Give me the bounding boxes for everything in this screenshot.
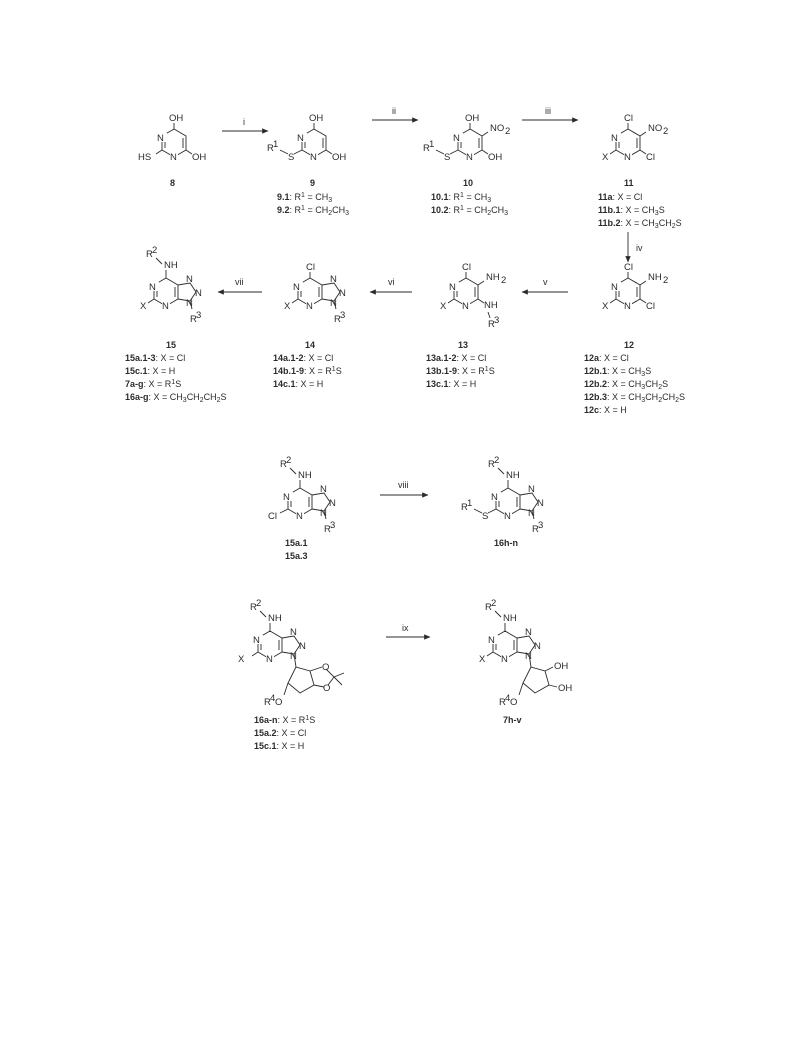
bond <box>261 640 279 650</box>
bond <box>499 497 517 507</box>
scheme-text: S <box>335 366 342 376</box>
scheme-text: : X = CH <box>148 392 183 402</box>
scheme-text: OH <box>488 152 503 163</box>
scheme-text: N <box>453 133 460 144</box>
scheme-text: N <box>466 152 473 163</box>
scheme-text: N <box>624 301 631 312</box>
scheme-text: 2 <box>501 275 507 286</box>
scheme-text: vi <box>388 277 395 287</box>
scheme-text: R <box>264 697 271 708</box>
scheme-text: CH <box>645 379 659 389</box>
bond <box>457 287 475 297</box>
scheme-text: NH <box>506 470 520 481</box>
scheme-text: N <box>488 635 495 646</box>
scheme-text: : X = H <box>599 405 627 415</box>
scheme-text: Cl <box>624 113 633 124</box>
scheme-text: 3 <box>340 310 346 321</box>
scheme-text: 14b.1-9 <box>273 366 305 376</box>
scheme-text: N <box>528 484 535 495</box>
scheme-text: : X = Cl <box>612 192 643 202</box>
bond <box>157 287 175 297</box>
scheme-text: 15a.1-3 <box>125 353 156 363</box>
scheme-text: R <box>334 314 341 325</box>
scheme-text: R <box>250 602 257 613</box>
scheme-text: N <box>462 301 469 312</box>
scheme-text: N <box>491 492 498 503</box>
scheme-text: 1 <box>171 379 176 386</box>
atom-oh: OH <box>169 113 184 124</box>
scheme-text: S <box>444 152 451 163</box>
scheme-text: R <box>267 143 274 154</box>
scheme-text: O <box>510 697 518 708</box>
scheme-text: 3 <box>641 371 646 378</box>
scheme-text: 1 <box>460 205 464 212</box>
scheme-text: NH <box>648 272 662 283</box>
scheme-text: S <box>645 366 652 376</box>
scheme-text: 3 <box>504 210 509 217</box>
scheme-text: 4 <box>505 693 511 704</box>
scheme-text: : R <box>289 205 302 215</box>
scheme-text: N <box>611 133 618 144</box>
scheme-text: 1 <box>484 366 489 373</box>
scheme-text: 2 <box>658 397 663 404</box>
scheme-text: 3 <box>182 397 187 404</box>
scheme-text: 1 <box>467 498 473 509</box>
scheme-text: 13 <box>458 340 469 350</box>
compound-label-line <box>277 192 332 204</box>
scheme-text: 1 <box>301 205 305 212</box>
svg-text:14a.1-2: X = Cl <box>273 353 333 363</box>
scheme-text: N <box>186 274 193 285</box>
scheme-text: vii <box>235 277 244 287</box>
scheme-text: 15c.1 <box>254 741 277 751</box>
scheme-text: 2 <box>199 397 204 404</box>
scheme-text: : X = CH <box>607 379 642 389</box>
scheme-text: N <box>624 152 631 163</box>
scheme-text: 3 <box>641 397 646 404</box>
scheme-text: X <box>602 152 609 163</box>
scheme-text: 7h-v <box>503 715 522 725</box>
scheme-text: = CH <box>304 205 329 215</box>
bond <box>305 138 323 148</box>
scheme-text: : X = H <box>448 379 477 389</box>
svg-text:10.2: R1 = CH2CH3 <box>431 205 508 217</box>
scheme-text: 12b.1 <box>584 366 608 376</box>
scheme-text: : X = Cl <box>276 728 307 738</box>
scheme-text: 12a <box>584 353 600 363</box>
scheme-text: OH <box>554 661 569 672</box>
scheme-text: N <box>296 511 303 522</box>
scheme-text: N <box>186 298 193 309</box>
scheme-text: 11 <box>624 178 634 188</box>
step-label: i <box>243 117 245 127</box>
scheme-text: 1 <box>331 366 336 373</box>
scheme-text: 12c <box>584 405 600 415</box>
scheme-text: CH <box>491 205 505 215</box>
svg-text:11a: X = Cl <box>598 192 642 202</box>
scheme-text: 3 <box>487 197 492 204</box>
scheme-text: N <box>253 635 260 646</box>
scheme-text: 3 <box>328 197 333 204</box>
scheme-text: N <box>266 654 273 665</box>
scheme-text: 2 <box>491 598 497 609</box>
scheme-text: 3 <box>538 520 544 531</box>
scheme-text: 16a-g <box>125 392 149 402</box>
scheme-text: : X = CH <box>620 218 655 228</box>
structure-13 <box>440 262 506 330</box>
scheme-text: : X = R <box>304 366 332 376</box>
svg-text:12b.2: X = CH3CH2S <box>584 379 668 391</box>
scheme-text: : X = H <box>295 379 324 389</box>
scheme-text: N <box>306 301 313 312</box>
svg-text:7a-g: X = R1S <box>125 379 181 389</box>
scheme-text: 2 <box>494 455 500 466</box>
scheme-text: O <box>322 662 330 673</box>
scheme-text: 2 <box>658 384 663 391</box>
structure-11 <box>602 113 668 163</box>
scheme-text: S <box>220 392 227 402</box>
bond <box>619 138 637 148</box>
scheme-text: NO <box>648 123 663 134</box>
scheme-text: R <box>423 143 430 154</box>
scheme-text: R <box>485 602 492 613</box>
scheme-text: N <box>330 298 337 309</box>
structure-10 <box>423 113 510 163</box>
scheme-text: 10.1 <box>431 192 449 202</box>
scheme-text: NH <box>484 300 498 311</box>
scheme-text: N <box>329 498 336 509</box>
scheme-text: : X = Cl <box>599 353 629 363</box>
scheme-text: 14 <box>305 340 316 350</box>
scheme-text: 3 <box>345 210 350 217</box>
svg-text:11b.1: X = CH3S <box>598 205 665 217</box>
scheme-text: 3 <box>330 520 336 531</box>
bond <box>165 138 183 148</box>
scheme-text: iii <box>545 106 551 116</box>
scheme-text: S <box>662 379 669 389</box>
svg-text:15c.1: X = H <box>254 741 304 751</box>
atom-sh: HS <box>138 152 152 163</box>
scheme-text: N <box>449 282 456 293</box>
scheme-text: X <box>479 654 486 665</box>
scheme-text: N <box>504 511 511 522</box>
scheme-text: v <box>543 277 548 287</box>
scheme-text: N <box>320 508 327 519</box>
scheme-text: : X = Cl <box>155 353 186 363</box>
scheme-text: Cl <box>306 262 315 273</box>
scheme-text: 2 <box>671 223 676 230</box>
scheme-text: CH <box>662 392 676 402</box>
scheme-text: : X = Cl <box>303 353 334 363</box>
svg-text:13c.1: X = H <box>426 379 476 389</box>
scheme-text: : X = R <box>457 366 485 376</box>
scheme-text: N <box>528 508 535 519</box>
scheme-text: NH <box>164 260 178 271</box>
scheme-text: R <box>461 502 468 513</box>
structure-12 <box>602 262 668 312</box>
scheme-text: N <box>290 651 297 662</box>
svg-text:13b.1-9: X = R1S <box>426 366 495 376</box>
scheme-text: = CH <box>463 192 488 202</box>
svg-text:15a.2: X = Cl <box>254 728 306 738</box>
scheme-text: R <box>499 697 506 708</box>
scheme-text: N <box>339 288 346 299</box>
scheme-text: : X = H <box>276 741 305 751</box>
scheme-text: 15 <box>166 340 177 350</box>
structure-15a <box>268 455 336 535</box>
scheme-text: N <box>537 498 544 509</box>
structure-8 <box>138 113 206 163</box>
scheme-text: 3 <box>654 210 659 217</box>
scheme-text: X <box>440 301 447 312</box>
scheme-text: 3 <box>641 384 646 391</box>
scheme-text: 10 <box>463 178 474 188</box>
scheme-text: N <box>320 484 327 495</box>
scheme-text: 13c.1 <box>426 379 449 389</box>
scheme-text: 15a.2 <box>254 728 277 738</box>
scheme-text: ii <box>392 106 396 116</box>
scheme-text: R <box>488 459 495 470</box>
scheme-text: 3 <box>494 315 500 326</box>
scheme-text: O <box>323 683 331 694</box>
scheme-text: CH <box>658 218 672 228</box>
scheme-text: Cl <box>624 262 633 273</box>
scheme-text: Cl <box>462 262 471 273</box>
svg-text:13a.1-2: X = Cl <box>426 353 486 363</box>
scheme-text: X <box>284 301 291 312</box>
scheme-text: S <box>482 511 489 522</box>
scheme-text: : X = CH <box>607 392 642 402</box>
scheme-text: CH <box>645 392 659 402</box>
scheme-text: R <box>280 459 287 470</box>
scheme-text: N <box>534 641 541 652</box>
bond <box>301 287 319 297</box>
scheme-text: 11b.2 <box>598 218 621 228</box>
scheme-text: OH <box>332 152 347 163</box>
structure-16a-n <box>238 598 344 708</box>
scheme-text: : X = CH <box>620 205 655 215</box>
scheme-text: N <box>195 288 202 299</box>
scheme-text: N <box>293 282 300 293</box>
scheme-text: viii <box>398 480 409 490</box>
scheme-text: : X = CH <box>607 366 642 376</box>
scheme-text: 2 <box>216 397 221 404</box>
scheme-text: N <box>501 654 508 665</box>
scheme-text: 1 <box>273 139 279 150</box>
svg-text:12a: X = Cl <box>584 353 629 363</box>
scheme-text: S <box>488 366 495 376</box>
scheme-text: O <box>275 697 283 708</box>
scheme-text: 2 <box>152 245 158 256</box>
scheme-text: 12 <box>624 340 635 350</box>
scheme-text: Cl <box>268 511 277 522</box>
svg-text:16a-n: X = R1S <box>254 715 315 725</box>
scheme-text: N <box>149 282 156 293</box>
scheme-text: NH <box>503 613 517 624</box>
scheme-text: : X = H <box>147 366 176 376</box>
scheme-text: N <box>299 641 306 652</box>
scheme-text: 1 <box>301 192 305 199</box>
svg-text:15a.1-3: X = Cl <box>125 353 185 363</box>
bond <box>284 683 288 695</box>
scheme-text: CH <box>186 392 200 402</box>
scheme-text: CH <box>203 392 217 402</box>
scheme-text: S <box>175 379 182 389</box>
scheme-text: = CH <box>463 205 488 215</box>
structure-16h-n <box>461 455 544 535</box>
scheme-text: 14c.1 <box>273 379 296 389</box>
scheme-text: Cl <box>646 152 655 163</box>
scheme-text: NH <box>298 470 312 481</box>
scheme-text: R <box>146 249 153 260</box>
scheme-text: iv <box>636 243 643 253</box>
atom-oh: OH <box>192 152 207 163</box>
scheme-text: Cl <box>646 301 655 312</box>
svg-text:14b.1-9: X = R1S <box>273 366 342 376</box>
scheme-text: ix <box>402 623 409 633</box>
scheme-text: 15a.1 <box>285 538 308 548</box>
scheme-text: 4 <box>270 693 276 704</box>
svg-text:12b.1: X = CH3S <box>584 366 651 378</box>
scheme-text: 2 <box>328 210 333 217</box>
scheme-text: 12b.3 <box>584 392 608 402</box>
scheme-text: S <box>288 152 295 163</box>
scheme-text: : R <box>448 205 461 215</box>
bond <box>461 138 479 148</box>
scheme-text: OH <box>309 113 324 124</box>
scheme-text: NH <box>268 613 282 624</box>
scheme-text: S <box>679 392 686 402</box>
scheme-text: N <box>525 627 532 638</box>
structure-14 <box>284 262 346 325</box>
scheme-text: 2 <box>256 598 262 609</box>
scheme-text: N <box>310 152 317 163</box>
scheme-text: 13b.1-9 <box>426 366 458 376</box>
scheme-text: N <box>330 274 337 285</box>
atom-n: N <box>170 152 177 163</box>
svg-text:11b.2: X = CH3CH2S <box>598 218 682 230</box>
scheme-text: 1 <box>305 715 310 722</box>
svg-text:15c.1: X = H <box>125 366 175 376</box>
scheme-text: 11b.1 <box>598 205 621 215</box>
scheme-text: 11a <box>598 192 613 202</box>
scheme-text: OH <box>465 113 480 124</box>
scheme-text: 2 <box>675 397 679 404</box>
svg-text:14c.1: X = H <box>273 379 323 389</box>
scheme-text: : R <box>448 192 461 202</box>
atom-n: N <box>157 133 164 144</box>
compound-label-line <box>277 205 349 217</box>
scheme-text: : X = R <box>277 715 306 725</box>
scheme-text: N <box>283 492 290 503</box>
scheme-text: 7a-g <box>125 379 144 389</box>
scheme-text: R <box>488 319 495 330</box>
scheme-text: S <box>675 218 682 228</box>
scheme-text: 16h-n <box>494 538 519 548</box>
scheme-text: N <box>297 133 304 144</box>
scheme-text: 9 <box>310 178 316 188</box>
scheme-text: 3 <box>654 223 659 230</box>
svg-text:16a-g: X = CH3CH2CH2S <box>125 392 227 404</box>
scheme-text: 2 <box>286 455 292 466</box>
bond <box>619 287 637 297</box>
scheme-text: X <box>602 301 609 312</box>
scheme-text: NH <box>486 272 500 283</box>
scheme-text: NO <box>490 123 505 134</box>
scheme-text: N <box>290 627 297 638</box>
scheme-text: 1 <box>429 139 435 150</box>
scheme-text: 16a-n <box>254 715 278 725</box>
scheme-text: 2 <box>663 126 669 137</box>
scheme-text: 2 <box>487 210 492 217</box>
scheme-text: R <box>190 314 197 325</box>
scheme-text: 13a.1-2 <box>426 353 457 363</box>
scheme-text: S <box>309 715 316 725</box>
structure-9 <box>267 113 346 163</box>
scheme-text: 9.2 <box>277 205 290 215</box>
scheme-text: 15c.1 <box>125 366 148 376</box>
scheme-text: 15a.3 <box>285 551 308 561</box>
scheme-text: : X = Cl <box>456 353 487 363</box>
scheme-text: N <box>525 651 532 662</box>
scheme-text: : X = R <box>143 379 172 389</box>
scheme-text: 9.1 <box>277 192 290 202</box>
scheme-text: X <box>238 654 245 665</box>
bond <box>496 640 514 650</box>
scheme-text: 3 <box>196 310 202 321</box>
scheme-text: X <box>140 301 147 312</box>
scheme-text: 2 <box>663 275 669 286</box>
scheme-text: 1 <box>460 192 464 199</box>
compound-number: 8 <box>170 178 176 188</box>
scheme-text: N <box>611 282 618 293</box>
scheme-text: 10.2 <box>431 205 449 215</box>
scheme-text: N <box>162 301 169 312</box>
scheme-text: S <box>658 205 665 215</box>
svg-text:12c: X = H <box>584 405 627 415</box>
scheme-text: CH <box>332 205 346 215</box>
svg-text:12b.3: X = CH3CH2CH2S <box>584 392 685 404</box>
bond <box>488 312 490 318</box>
svg-text:10.1: R1 = CH3 <box>431 192 491 204</box>
scheme-text: 14a.1-2 <box>273 353 304 363</box>
scheme-text: 2 <box>505 126 511 137</box>
scheme-text: : R <box>289 192 302 202</box>
scheme-text: = CH <box>304 192 329 202</box>
scheme-text: R <box>532 524 539 535</box>
structure-15 <box>140 245 202 325</box>
scheme-text: R <box>324 524 331 535</box>
structure-7h-v <box>479 598 572 708</box>
bond <box>291 497 309 507</box>
scheme-text: OH <box>558 683 573 694</box>
scheme-text: 12b.2 <box>584 379 608 389</box>
